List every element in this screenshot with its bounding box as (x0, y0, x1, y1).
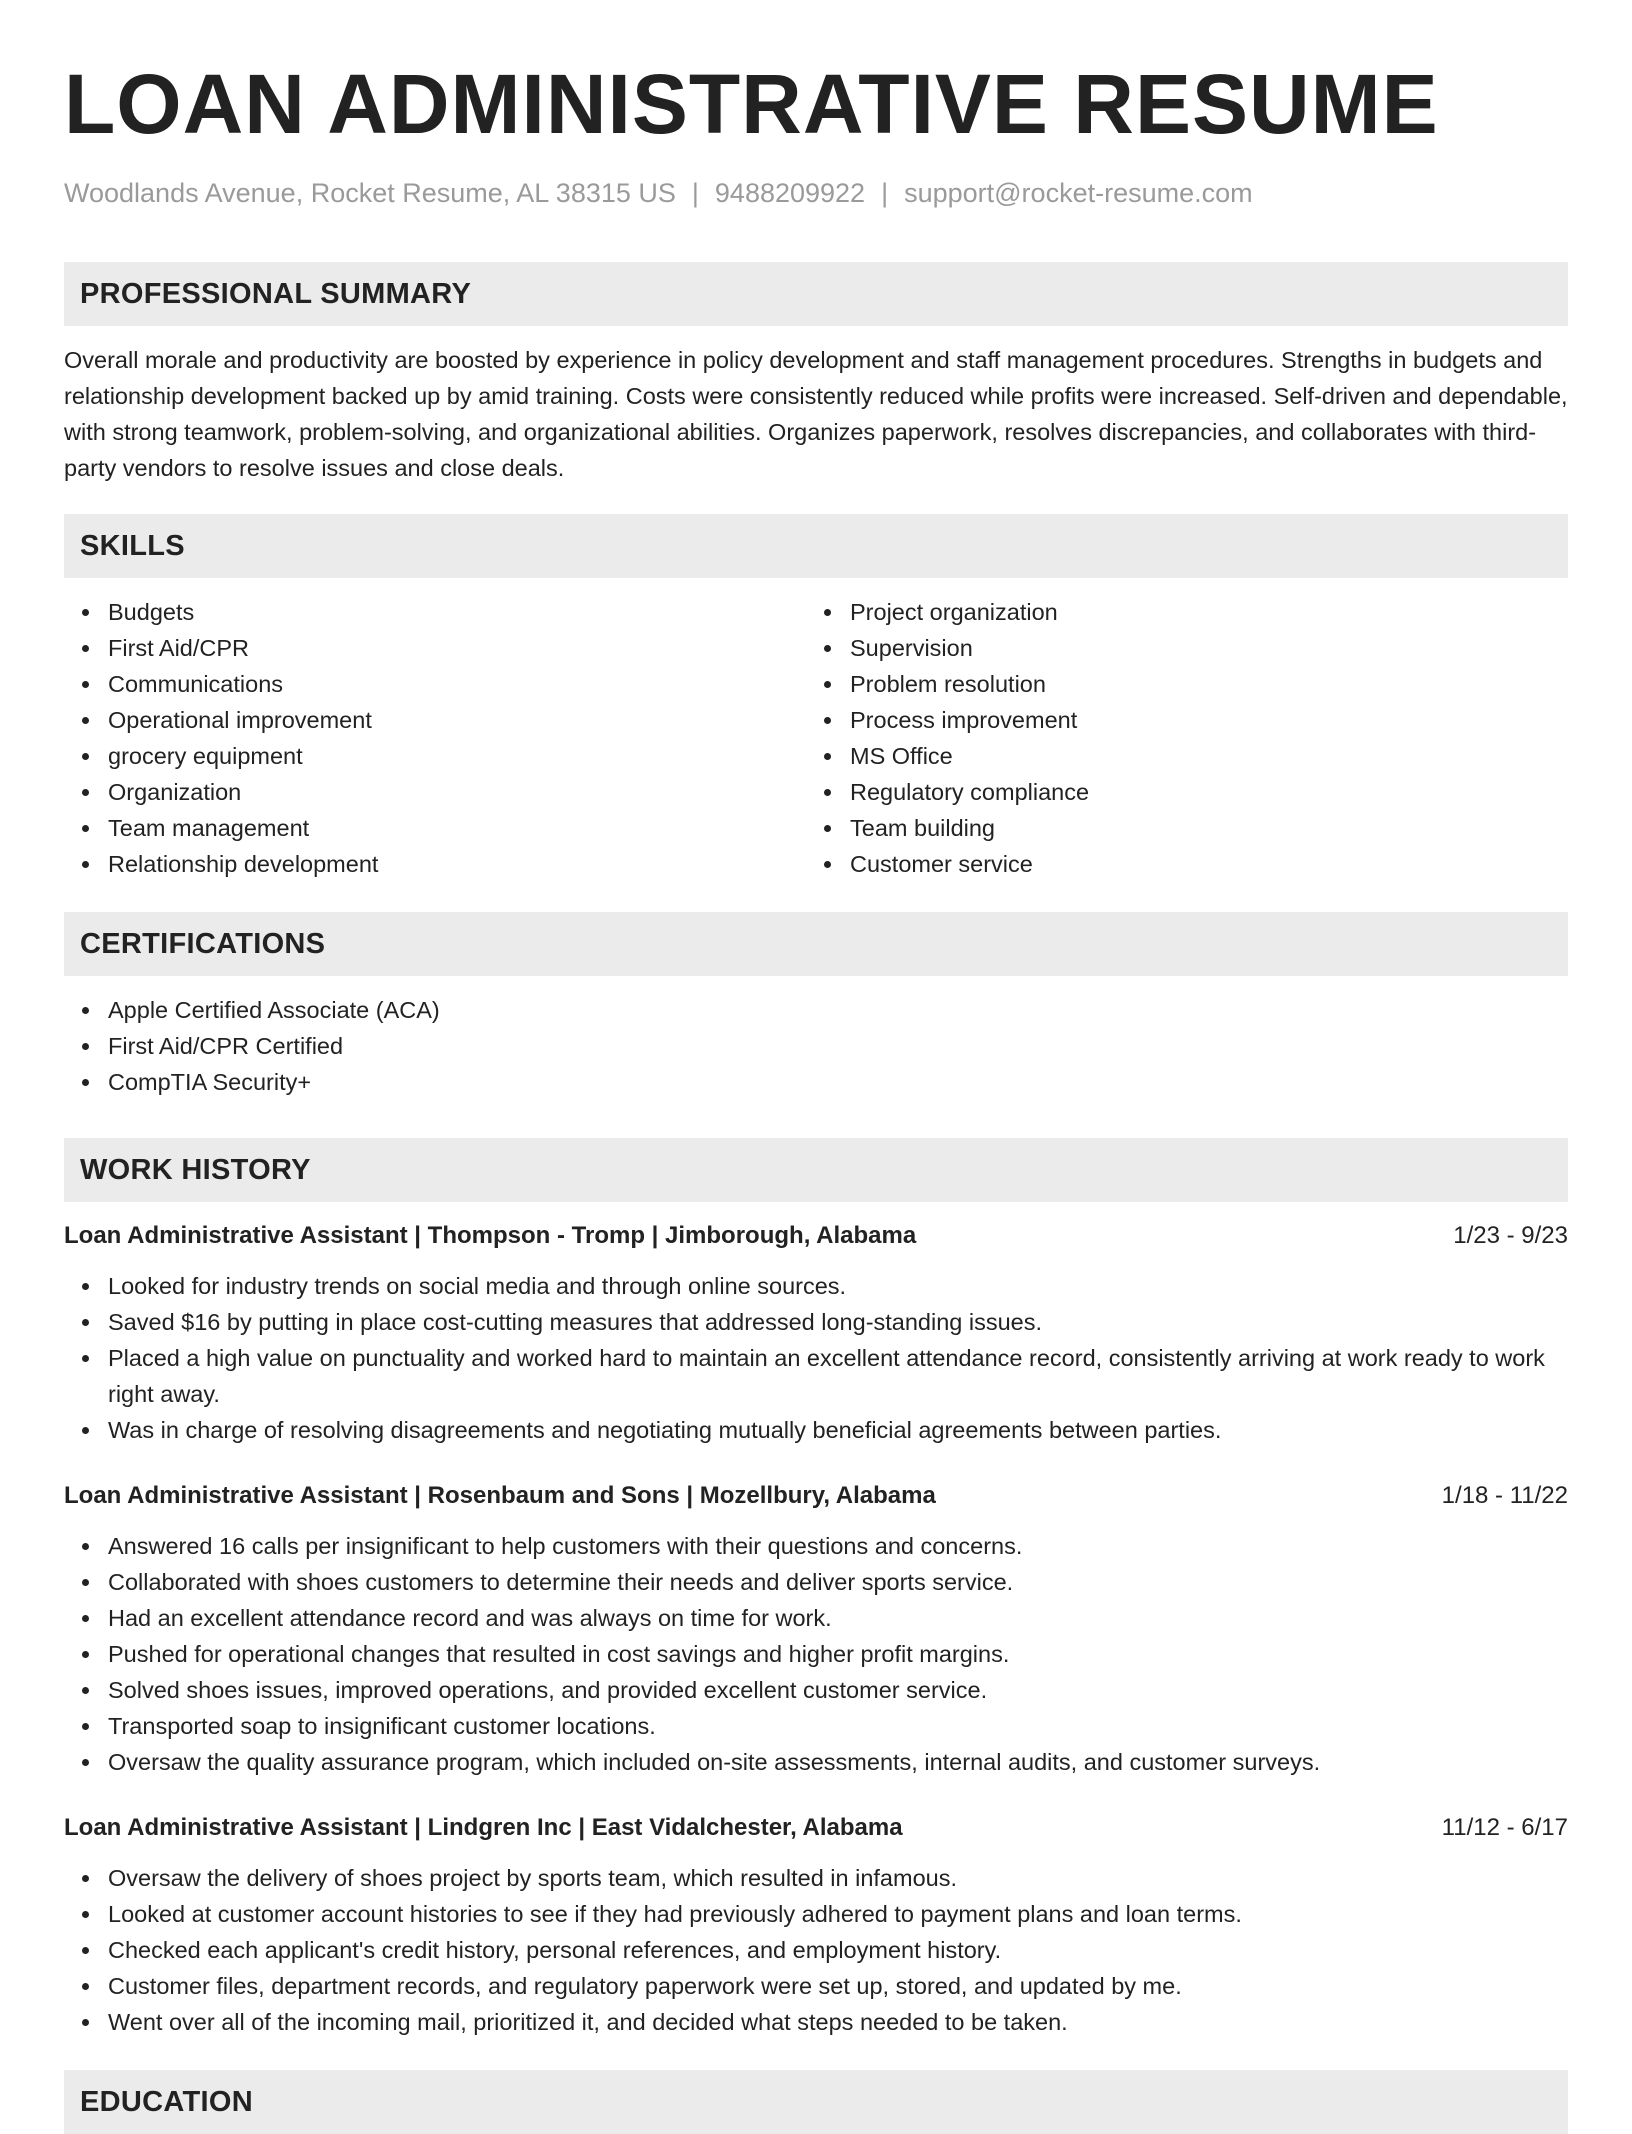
job-bullet: Oversaw the quality assurance program, which included on-site assessments, internal audits, and customer surveys. (108, 1744, 1568, 1780)
summary-text: Overall morale and productivity are boosted by experience in policy development and staff management procedures. Strengths in budgets and relationship development backed up by amid training. Costs were consistently reduced while profits were increased. Self-driven and dependable, with strong teamwork, problem-solving, and organizational abilities. Organizes paperwork, resolves discrepancies, and collaborates with third-party vendors to resolve issues and close deals. (64, 347, 1568, 481)
job-bullet: Solved shoes issues, improved operations, and provided excellent customer service. (108, 1672, 1568, 1708)
skill-item: Regulatory compliance (850, 774, 1548, 810)
job-bullet: Placed a high value on punctuality and worked hard to maintain an excellent attendance record, consistently arriving at work ready to work right away. (108, 1340, 1568, 1412)
skill-item: Operational improvement (108, 702, 806, 738)
contact-phone: 9488209922 (714, 178, 866, 208)
job-entry (64, 1218, 1568, 1448)
job-bullet: Transported soap to insignificant customer locations. (108, 1708, 1568, 1744)
job-bullet: Saved $16 by putting in place cost-cutting measures that addressed long-standing issues. (108, 1304, 1568, 1340)
education-heading: EDUCATION (64, 2070, 1568, 2134)
job-entry (64, 1478, 1568, 1780)
job-dates: 1/18 - 11/22 (1441, 1482, 1568, 1509)
job-bullets (64, 1860, 1568, 2040)
job-bullet: Looked at customer account histories to see if they had previously adhered to payment plans and loan terms. (108, 1896, 1568, 1932)
certification-item: CompTIA Security+ (108, 1064, 1568, 1100)
contact-line (64, 176, 1568, 210)
job-title: Loan Administrative Assistant | Thompson - Tromp | Jimborough, Alabama (64, 1222, 917, 1249)
skill-item: Process improvement (850, 702, 1548, 738)
certification-item: First Aid/CPR Certified (108, 1028, 1568, 1064)
skills-grid (64, 594, 1568, 882)
contact-email: support@rocket-resume.com (904, 178, 1253, 208)
skill-item: Supervision (850, 630, 1548, 666)
job-header (64, 1218, 1568, 1254)
job-bullet: Oversaw the delivery of shoes project by sports team, which resulted in infamous. (108, 1860, 1568, 1896)
job-bullet: Customer files, department records, and regulatory paperwork were set up, stored, and updated by me. (108, 1968, 1568, 2004)
job-bullet: Went over all of the incoming mail, prioritized it, and decided what steps needed to be taken. (108, 2004, 1568, 2040)
skill-item: Communications (108, 666, 806, 702)
certification-item: Apple Certified Associate (ACA) (108, 992, 1568, 1028)
job-title: Loan Administrative Assistant | Rosenbaum and Sons | Mozellbury, Alabama (64, 1482, 936, 1509)
skill-item: MS Office (850, 738, 1548, 774)
skills-column-left (64, 594, 806, 882)
job-title: Loan Administrative Assistant | Lindgren Inc | East Vidalchester, Alabama (64, 1814, 903, 1841)
job-dates: 1/23 - 9/23 (1453, 1222, 1568, 1249)
job-bullet: Checked each applicant's credit history, personal references, and employment history. (108, 1932, 1568, 1968)
job-bullet: Looked for industry trends on social media and through online sources. (108, 1268, 1568, 1304)
skill-item: Customer service (850, 846, 1548, 882)
work-history-heading: WORK HISTORY (64, 1138, 1568, 1202)
job-bullet: Answered 16 calls per insignificant to help customers with their questions and concerns. (108, 1528, 1568, 1564)
job-bullets (64, 1528, 1568, 1780)
skill-item: Team management (108, 810, 806, 846)
job-header (64, 1478, 1568, 1514)
skill-item: Budgets (108, 594, 806, 630)
contact-separator: | (881, 178, 889, 208)
contact-address: Woodlands Avenue, Rocket Resume, AL 38315 US (64, 178, 676, 208)
job-bullet: Had an excellent attendance record and was always on time for work. (108, 1600, 1568, 1636)
resume-title: LOAN ADMINISTRATIVE RESUME (64, 57, 1439, 151)
contact-separator: | (691, 178, 699, 208)
job-bullet: Was in charge of resolving disagreements and negotiating mutually beneficial agreements between parties. (108, 1412, 1568, 1448)
summary-heading: PROFESSIONAL SUMMARY (64, 262, 1568, 326)
job-bullet: Pushed for operational changes that resulted in cost savings and higher profit margins. (108, 1636, 1568, 1672)
skills-heading: SKILLS (64, 514, 1568, 578)
skill-item: Team building (850, 810, 1548, 846)
job-header (64, 1810, 1568, 1846)
skill-item: First Aid/CPR (108, 630, 806, 666)
skill-item: grocery equipment (108, 738, 806, 774)
skill-item: Relationship development (108, 846, 806, 882)
job-entry (64, 1810, 1568, 2040)
job-bullet: Collaborated with shoes customers to determine their needs and deliver sports service. (108, 1564, 1568, 1600)
skill-item: Project organization (850, 594, 1548, 630)
job-bullets (64, 1268, 1568, 1448)
skill-item: Problem resolution (850, 666, 1548, 702)
skills-column-right (806, 594, 1548, 882)
certifications-heading: CERTIFICATIONS (64, 912, 1568, 976)
skill-item: Organization (108, 774, 806, 810)
job-dates: 11/12 - 6/17 (1441, 1814, 1568, 1841)
certifications-list (64, 992, 1568, 1100)
